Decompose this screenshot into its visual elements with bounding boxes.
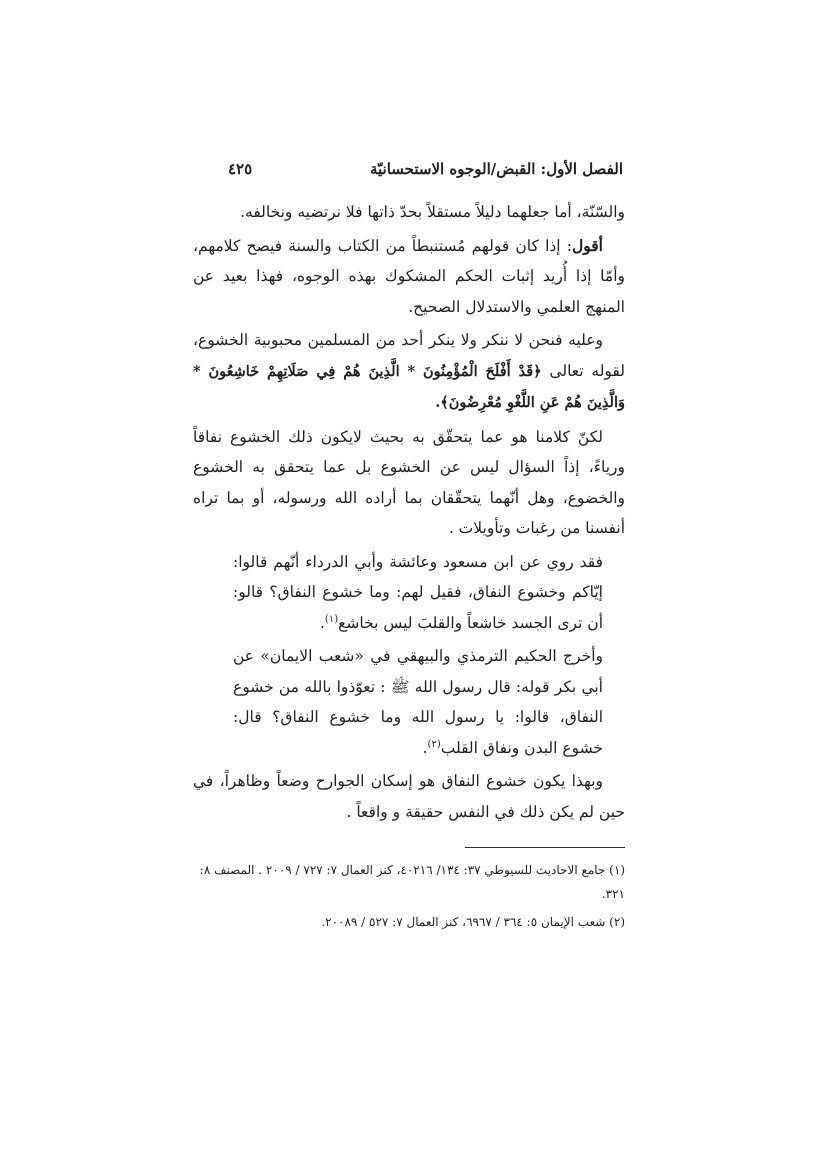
quote-text: وأخرج الحكيم الترمذي والبيهقي في «شعب الايمان» عن أبي بكر قوله: قال رسول الله ﷺ : تعوّذوا بالله من خشوع النفاق، قالوا: يا رسول الله وما خشوع النفاق؟ قال: خشوع البدن ونفاق القلب (233, 647, 603, 757)
running-header (228, 158, 623, 180)
paragraph-khushu (193, 325, 625, 419)
khushu-text: وعليه فنحن لا ننكر ولا ينكر أحد من المسلمين محبوبية الخشوع، لقوله تعالى (193, 331, 625, 380)
aqul-lead-word: أقول (572, 235, 603, 255)
aqul-text: : إذا كان قولهم مُستنبطاً من الكتاب والسنة فيصح كلامهم، وأمّا إذا أُريد إثبات الحكم المشكوك بهذه الوجوه، فهذا بعيد عن المنهج العلمي والاستدلال الصحيح. (193, 236, 625, 316)
quran-verse: ﴿قَدْ أَفْلَحَ الْمُؤْمِنُونَ * الَّذِينَ هُمْ فِي صَلَاتِهِمْ خَاشِعُونَ * وَالَّذِينَ هُمْ عَنِ اللَّغْوِ مُعْرِضُونَ﴾. (193, 362, 625, 411)
quote-ibn-masud (193, 547, 625, 639)
footnote-ref-2: (٢) (427, 738, 441, 750)
footnote-ref-1: (١) (324, 613, 339, 625)
quote-end: . (422, 738, 428, 757)
quote-text: فقد روي عن ابن مسعود وعائشة وأبي الدرداء أنّهم قالوا: إيّاكم وخشوع النفاق، فقيل لهم: وما خشوع النفاق؟ قالو: أن ترى الجسد خاشعاً والقلبَ ليس بخاشع (233, 552, 603, 632)
quote-hakim-tirmidhi (193, 641, 625, 763)
page-number: ٤٢٥ (228, 160, 253, 178)
footnote-divider (465, 847, 625, 848)
footnote-2: (٢) شعب الإيمان ٥: ٣٦٤ / ٦٩٦٧، كنز العمال ٧: ٥٢٧ / ٢٠٠٨٩. (321, 915, 625, 929)
paragraph-continuation: والسّنّة، أما جعلهما دليلاً مستقلاً بحدّ ذاتها فلا نرتضيه ونخالفه. (240, 203, 625, 221)
footnote-1: (١) جامع الاحاديث للسيوطي ٣٧: ١٣٤/ ٤٠٢١٦، كنز العمال ٧: ٧٢٧ / ٢٠٠٩ . المصنف ٨: ٣٢١. (199, 863, 625, 901)
paragraph-conclusion: وبهذا يكون خشوع النفاق هو إسكان الجوارح وضعاً وظاهراً، في حين لم يكن ذلك في النفس حقيقة و واقعاً . (193, 772, 625, 821)
chapter-title: الفصل الأول: القبض/الوجوه الاستحسانيّة (369, 160, 623, 178)
footnotes (193, 858, 625, 938)
paragraph-aqul (193, 231, 625, 323)
paragraph-question: لكنّ كلامنا هو عما يتحقّق به بحيث لايكون ذلك الخشوع نفاقاً ورياءً، إذاً السؤال ليس عن الخشوع بل عما يتحقق به الخشوع والخضوع، وهل أنّهما يتحقّقان بما أراده الله ورسوله، أو بما تراه أنفسنا من رغبات وتأويلات . (193, 427, 625, 537)
main-text (193, 197, 625, 830)
quote-end: . (319, 613, 325, 632)
